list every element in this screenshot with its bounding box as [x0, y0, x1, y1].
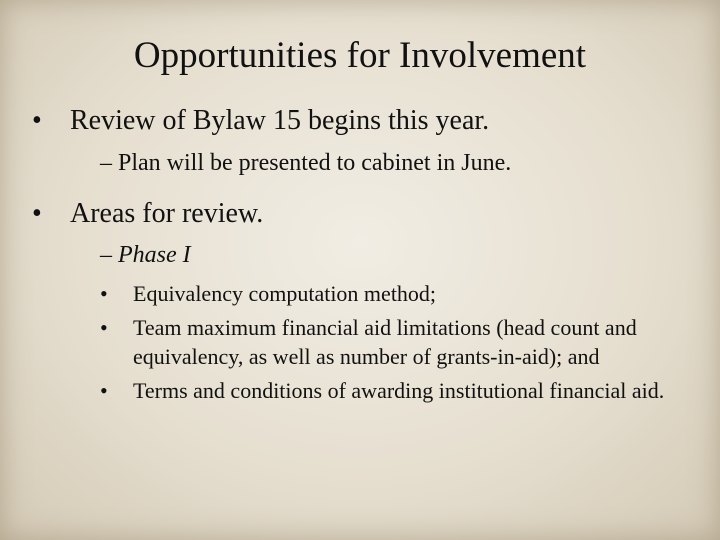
sub-bullet-text: Terms and conditions of awarding institutional financial aid. — [133, 378, 665, 403]
slide-content — [28, 102, 698, 405]
bullet-text: Review of Bylaw 15 begins this year. — [70, 105, 490, 136]
bullet-text: Areas for review. — [70, 198, 264, 229]
sub-bullet-text: Team maximum financial aid limitations (head count and equivalency, as well as number of grants-in-aid); and — [133, 315, 637, 369]
sub-item-text: – Phase I — [100, 242, 191, 268]
sub-bullet-item — [28, 313, 698, 371]
bullet-item — [28, 102, 698, 140]
bullet-item — [28, 195, 698, 233]
sub-bullet-text: Equivalency computation method; — [133, 281, 437, 306]
bullet-icon: • — [32, 198, 42, 229]
bullet-icon: • — [100, 281, 108, 306]
sub-item — [28, 147, 698, 179]
sub-bullet-item — [28, 279, 698, 308]
sub-bullet-item — [28, 376, 698, 405]
bullet-icon: • — [100, 378, 108, 403]
sub-item — [28, 239, 698, 271]
sub-item-text: – Plan will be presented to cabinet in June. — [100, 150, 512, 176]
bullet-icon: • — [32, 105, 42, 136]
slide-title: Opportunities for Involvement — [133, 35, 587, 76]
bullet-icon: • — [100, 315, 108, 340]
